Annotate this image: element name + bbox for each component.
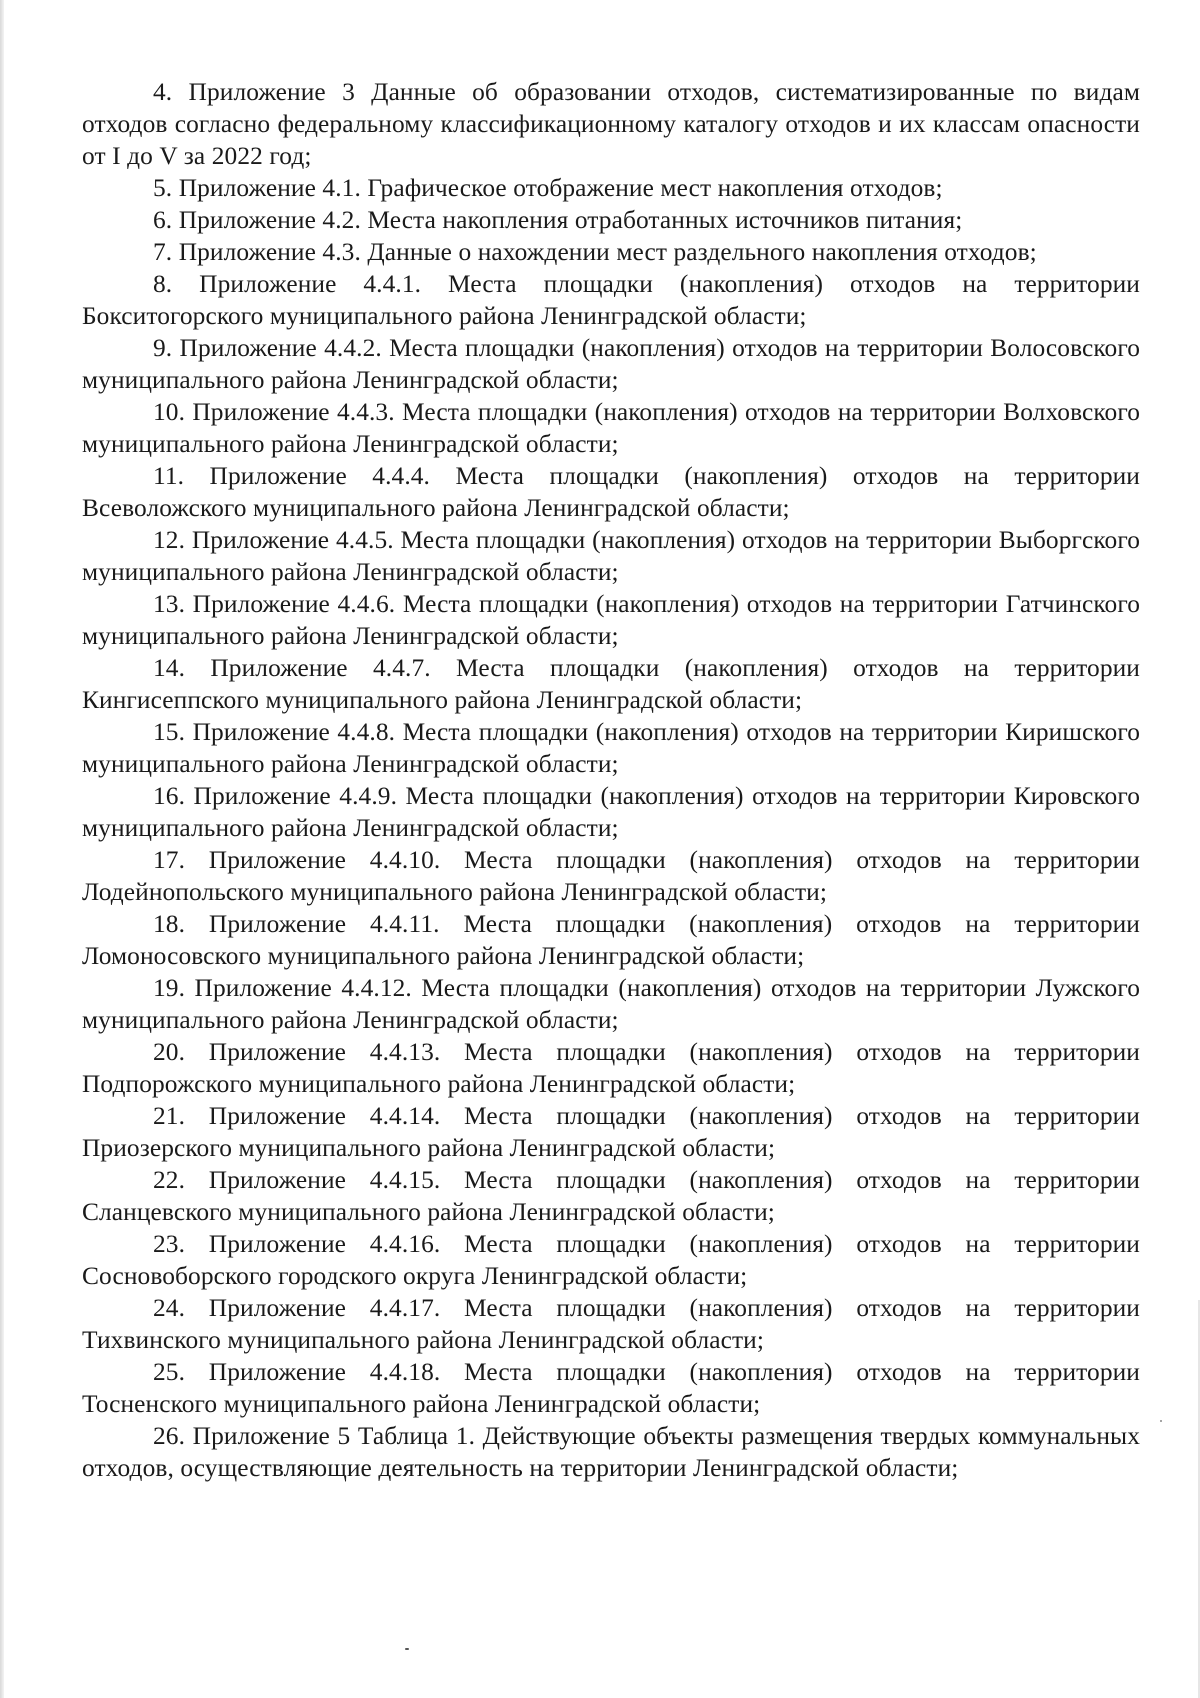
list-item: 12. Приложение 4.4.5. Места площадки (накопления) отходов на территории Выборгского муниципального района Ленинградской области; xyxy=(82,526,1140,586)
list-item: 20. Приложение 4.4.13. Места площадки (накопления) отходов на территории Подпорожского муниципального района Ленинградской области; xyxy=(82,1038,1140,1098)
list-item: 17. Приложение 4.4.10. Места площадки (накопления) отходов на территории Лодейнопольского муниципального района Ленинградской области; xyxy=(82,846,1140,906)
scan-edge-left xyxy=(0,0,4,1698)
list-item: 8. Приложение 4.4.1. Места площадки (накопления) отходов на территории Бокситогорского муниципального района Ленинградской области; xyxy=(82,270,1140,330)
list-item: 4. Приложение 3 Данные об образовании отходов, систематизированные по видам отходов согласно федеральному классификационному каталогу отходов и их классам опасности от I до V за 2022 год; xyxy=(82,78,1140,170)
list-item: 22. Приложение 4.4.15. Места площадки (накопления) отходов на территории Сланцевского муниципального района Ленинградской области; xyxy=(82,1166,1140,1226)
list-item: 18. Приложение 4.4.11. Места площадки (накопления) отходов на территории Ломоносовского муниципального района Ленинградской области; xyxy=(82,910,1140,970)
list-item: 23. Приложение 4.4.16. Места площадки (накопления) отходов на территории Сосновоборского городского округа Ленинградской области; xyxy=(82,1230,1140,1290)
scan-speck xyxy=(405,1648,409,1650)
list-item: 9. Приложение 4.4.2. Места площадки (накопления) отходов на территории Волосовского муниципального района Ленинградской области; xyxy=(82,334,1140,394)
list-item: 14. Приложение 4.4.7. Места площадки (накопления) отходов на территории Кингисеппского муниципального района Ленинградской области; xyxy=(82,654,1140,714)
list-item: 19. Приложение 4.4.12. Места площадки (накопления) отходов на территории Лужского муниципального района Ленинградской области; xyxy=(82,974,1140,1034)
list-item: 21. Приложение 4.4.14. Места площадки (накопления) отходов на территории Приозерского муниципального района Ленинградской области; xyxy=(82,1102,1140,1162)
list-item: 7. Приложение 4.3. Данные о нахождении мест раздельного накопления отходов; xyxy=(153,238,1037,266)
list-item: 15. Приложение 4.4.8. Места площадки (накопления) отходов на территории Киришского муниципального района Ленинградской области; xyxy=(82,718,1140,778)
list-item: 13. Приложение 4.4.6. Места площадки (накопления) отходов на территории Гатчинского муниципального района Ленинградской области; xyxy=(82,590,1140,650)
appendix-list xyxy=(82,76,1140,1484)
list-item: 25. Приложение 4.4.18. Места площадки (накопления) отходов на территории Тосненского муниципального района Ленинградской области; xyxy=(82,1358,1140,1418)
list-item: 24. Приложение 4.4.17. Места площадки (накопления) отходов на территории Тихвинского муниципального района Ленинградской области; xyxy=(82,1294,1140,1354)
list-item: 11. Приложение 4.4.4. Места площадки (накопления) отходов на территории Всеволожского муниципального района Ленинградской области; xyxy=(82,462,1140,522)
scan-speck xyxy=(1160,1420,1162,1422)
list-item: 26. Приложение 5 Таблица 1. Действующие объекты размещения твердых коммунальных отходов, осуществляющие деятельность на территории Ленинградской области; xyxy=(82,1422,1140,1482)
list-item: 5. Приложение 4.1. Графическое отображение мест накопления отходов; xyxy=(153,174,943,202)
list-item: 10. Приложение 4.4.3. Места площадки (накопления) отходов на территории Волховского муниципального района Ленинградской области; xyxy=(82,398,1140,458)
list-item: 6. Приложение 4.2. Места накопления отработанных источников питания; xyxy=(153,206,963,234)
list-item: 16. Приложение 4.4.9. Места площадки (накопления) отходов на территории Кировского муниципального района Ленинградской области; xyxy=(82,782,1140,842)
